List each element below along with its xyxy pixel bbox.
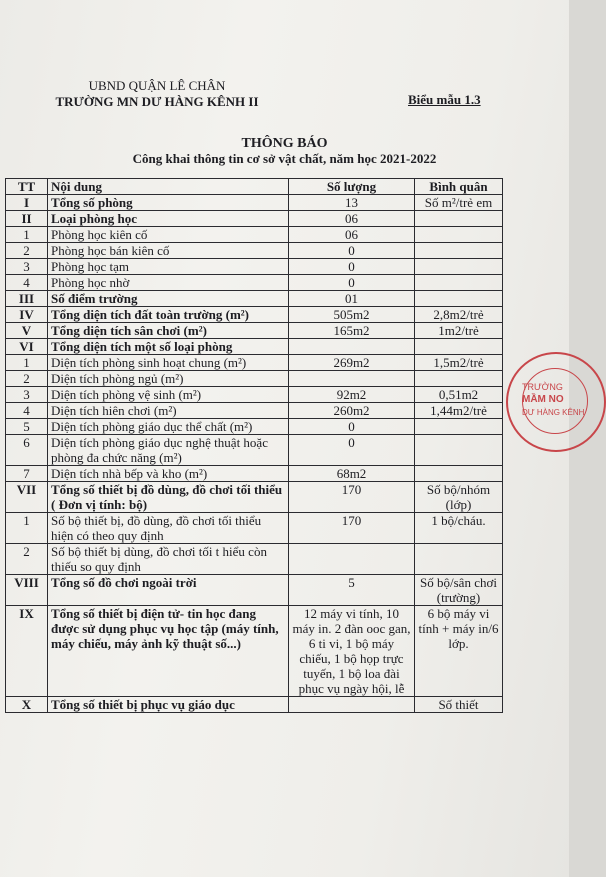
table-row [6, 243, 503, 259]
cell-average: Số bộ/nhóm (lớp) [415, 482, 503, 513]
cell-tt: 3 [6, 387, 48, 403]
cell-content: Tổng diện tích một số loại phòng [48, 339, 289, 355]
cell-content: Diện tích phòng sinh hoạt chung (m²) [48, 355, 289, 371]
cell-content: Diện tích phòng giáo dục nghệ thuật hoặc phòng đa chức năng (m²) [48, 435, 289, 466]
cell-average: Số thiết [415, 697, 503, 713]
school-name: TRƯỜNG MN DƯ HÀNG KÊNH II [55, 94, 259, 109]
cell-quantity: 269m2 [289, 355, 415, 371]
cell-content: Tổng số thiết bị điện tử- tin học đang được sử dụng phục vụ học tập (máy tính, máy chiếu, máy ảnh kỹ thuật số...) [48, 606, 289, 697]
cell-average [415, 339, 503, 355]
table-row [6, 419, 503, 435]
table-row [6, 513, 503, 544]
cell-quantity [289, 339, 415, 355]
table-row [6, 387, 503, 403]
cell-tt: IX [6, 606, 48, 697]
cell-average [415, 243, 503, 259]
cell-quantity: 06 [289, 227, 415, 243]
cell-average: 1,5m2/trẻ [415, 355, 503, 371]
cell-content: Tổng số thiết bị phục vụ giáo dục [48, 697, 289, 713]
seal-text-line2: MẦM NO [522, 394, 564, 405]
cell-average [415, 291, 503, 307]
cell-quantity: 06 [289, 211, 415, 227]
table-row [6, 307, 503, 323]
cell-tt: 2 [6, 371, 48, 387]
cell-average: Số m²/trẻ em [415, 195, 503, 211]
cell-quantity: 170 [289, 482, 415, 513]
cell-quantity: 0 [289, 419, 415, 435]
cell-tt: VIII [6, 575, 48, 606]
table-row [6, 323, 503, 339]
cell-average [415, 435, 503, 466]
table-row [6, 259, 503, 275]
cell-tt: 7 [6, 466, 48, 482]
column-header-quantity: Số lượng [289, 179, 415, 195]
table-row [6, 227, 503, 243]
cell-content: Diện tích phòng giáo dục thể chất (m²) [48, 419, 289, 435]
cell-content: Tổng số đồ chơi ngoài trời [48, 575, 289, 606]
cell-content: Tổng diện tích sân chơi (m²) [48, 323, 289, 339]
table-row [6, 435, 503, 466]
table-row [6, 291, 503, 307]
cell-tt: 4 [6, 403, 48, 419]
seal-text-line1: TRƯỜNG [522, 382, 563, 392]
cell-content: Phòng học nhờ [48, 275, 289, 291]
table-row [6, 544, 503, 575]
cell-average [415, 259, 503, 275]
cell-tt: II [6, 211, 48, 227]
cell-average [415, 544, 503, 575]
cell-content: Số điểm trường [48, 291, 289, 307]
column-header-average: Bình quân [415, 179, 503, 195]
cell-average [415, 419, 503, 435]
table-row [6, 195, 503, 211]
cell-tt: VI [6, 339, 48, 355]
table-row [6, 482, 503, 513]
cell-average [415, 371, 503, 387]
notice-subtitle: Công khai thông tin cơ sở vật chất, năm học 2021-2022 [132, 151, 437, 166]
cell-content: Phòng học kiên cố [48, 227, 289, 243]
cell-content: Diện tích hiên chơi (m²) [48, 403, 289, 419]
cell-tt: III [6, 291, 48, 307]
cell-tt: 4 [6, 275, 48, 291]
column-header-content: Nội dung [48, 179, 289, 195]
column-header-tt: TT [6, 179, 48, 195]
table-header-row [6, 179, 503, 195]
cell-quantity: 01 [289, 291, 415, 307]
cell-quantity: 0 [289, 259, 415, 275]
cell-average [415, 275, 503, 291]
facility-table [5, 178, 503, 713]
cell-quantity: 0 [289, 435, 415, 466]
cell-average: 6 bộ máy vi tính + máy in/6 lớp. [415, 606, 503, 697]
form-number: Biểu mẫu 1.3 [408, 92, 481, 107]
cell-content: Tổng số thiết bị đồ dùng, đồ chơi tối thiểu ( Đơn vị tính: bộ) [48, 482, 289, 513]
cell-content: Loại phòng học [48, 211, 289, 227]
cell-tt: 1 [6, 227, 48, 243]
cell-average [415, 466, 503, 482]
cell-tt: 3 [6, 259, 48, 275]
cell-tt: 2 [6, 243, 48, 259]
cell-content: Diện tích phòng ngủ (m²) [48, 371, 289, 387]
cell-content: Diện tích nhà bếp và kho (m²) [48, 466, 289, 482]
cell-quantity: 92m2 [289, 387, 415, 403]
cell-tt: I [6, 195, 48, 211]
cell-tt: V [6, 323, 48, 339]
table-row [6, 466, 503, 482]
cell-content: Số bộ thiết bị dùng, đồ chơi tối t hiểu còn thiếu so quy định [48, 544, 289, 575]
table-row [6, 275, 503, 291]
cell-average: 1,44m2/trẻ [415, 403, 503, 419]
cell-average: 1m2/trẻ [415, 323, 503, 339]
cell-tt: VII [6, 482, 48, 513]
cell-tt: 2 [6, 544, 48, 575]
cell-tt: IV [6, 307, 48, 323]
cell-content: Phòng học bán kiên cố [48, 243, 289, 259]
official-seal [506, 352, 606, 452]
cell-quantity: 0 [289, 243, 415, 259]
cell-tt: 6 [6, 435, 48, 466]
cell-quantity: 170 [289, 513, 415, 544]
issuer-block [22, 78, 292, 110]
cell-quantity [289, 371, 415, 387]
table-row [6, 355, 503, 371]
table-row [6, 606, 503, 697]
cell-average: 2,8m2/trẻ [415, 307, 503, 323]
cell-quantity: 505m2 [289, 307, 415, 323]
cell-average [415, 227, 503, 243]
cell-quantity: 13 [289, 195, 415, 211]
table-row [6, 575, 503, 606]
cell-content: Diện tích phòng vệ sinh (m²) [48, 387, 289, 403]
table-row [6, 211, 503, 227]
cell-content: Số bộ thiết bị, đồ dùng, đồ chơi tối thiểu hiện có theo quy định [48, 513, 289, 544]
cell-quantity: 68m2 [289, 466, 415, 482]
cell-quantity: 165m2 [289, 323, 415, 339]
cell-quantity: 0 [289, 275, 415, 291]
table-row [6, 339, 503, 355]
cell-quantity [289, 697, 415, 713]
cell-quantity [289, 544, 415, 575]
cell-tt: 1 [6, 513, 48, 544]
cell-tt: 5 [6, 419, 48, 435]
cell-average: 1 bộ/cháu. [415, 513, 503, 544]
cell-content: Phòng học tạm [48, 259, 289, 275]
district-name: UBND QUẬN LÊ CHÂN [88, 78, 226, 93]
table-row [6, 371, 503, 387]
cell-content: Tổng số phòng [48, 195, 289, 211]
cell-tt: X [6, 697, 48, 713]
cell-quantity: 12 máy vi tính, 10 máy in. 2 đàn ooc gan, 6 ti vi, 1 bộ máy chiếu, 1 bộ họp trực tuyến, 1 bộ loa đài phục vụ ngày hội, lễ [289, 606, 415, 697]
cell-average: Số bộ/sân chơi (trường) [415, 575, 503, 606]
table-row [6, 403, 503, 419]
cell-quantity: 260m2 [289, 403, 415, 419]
seal-text-line3: DƯ HÀNG KÊNH [522, 408, 585, 417]
cell-average [415, 211, 503, 227]
notice-title: THÔNG BÁO [241, 136, 328, 151]
table-row [6, 697, 503, 713]
cell-tt: 1 [6, 355, 48, 371]
cell-quantity: 5 [289, 575, 415, 606]
cell-content: Tổng diện tích đất toàn trường (m²) [48, 307, 289, 323]
cell-average: 0,51m2 [415, 387, 503, 403]
